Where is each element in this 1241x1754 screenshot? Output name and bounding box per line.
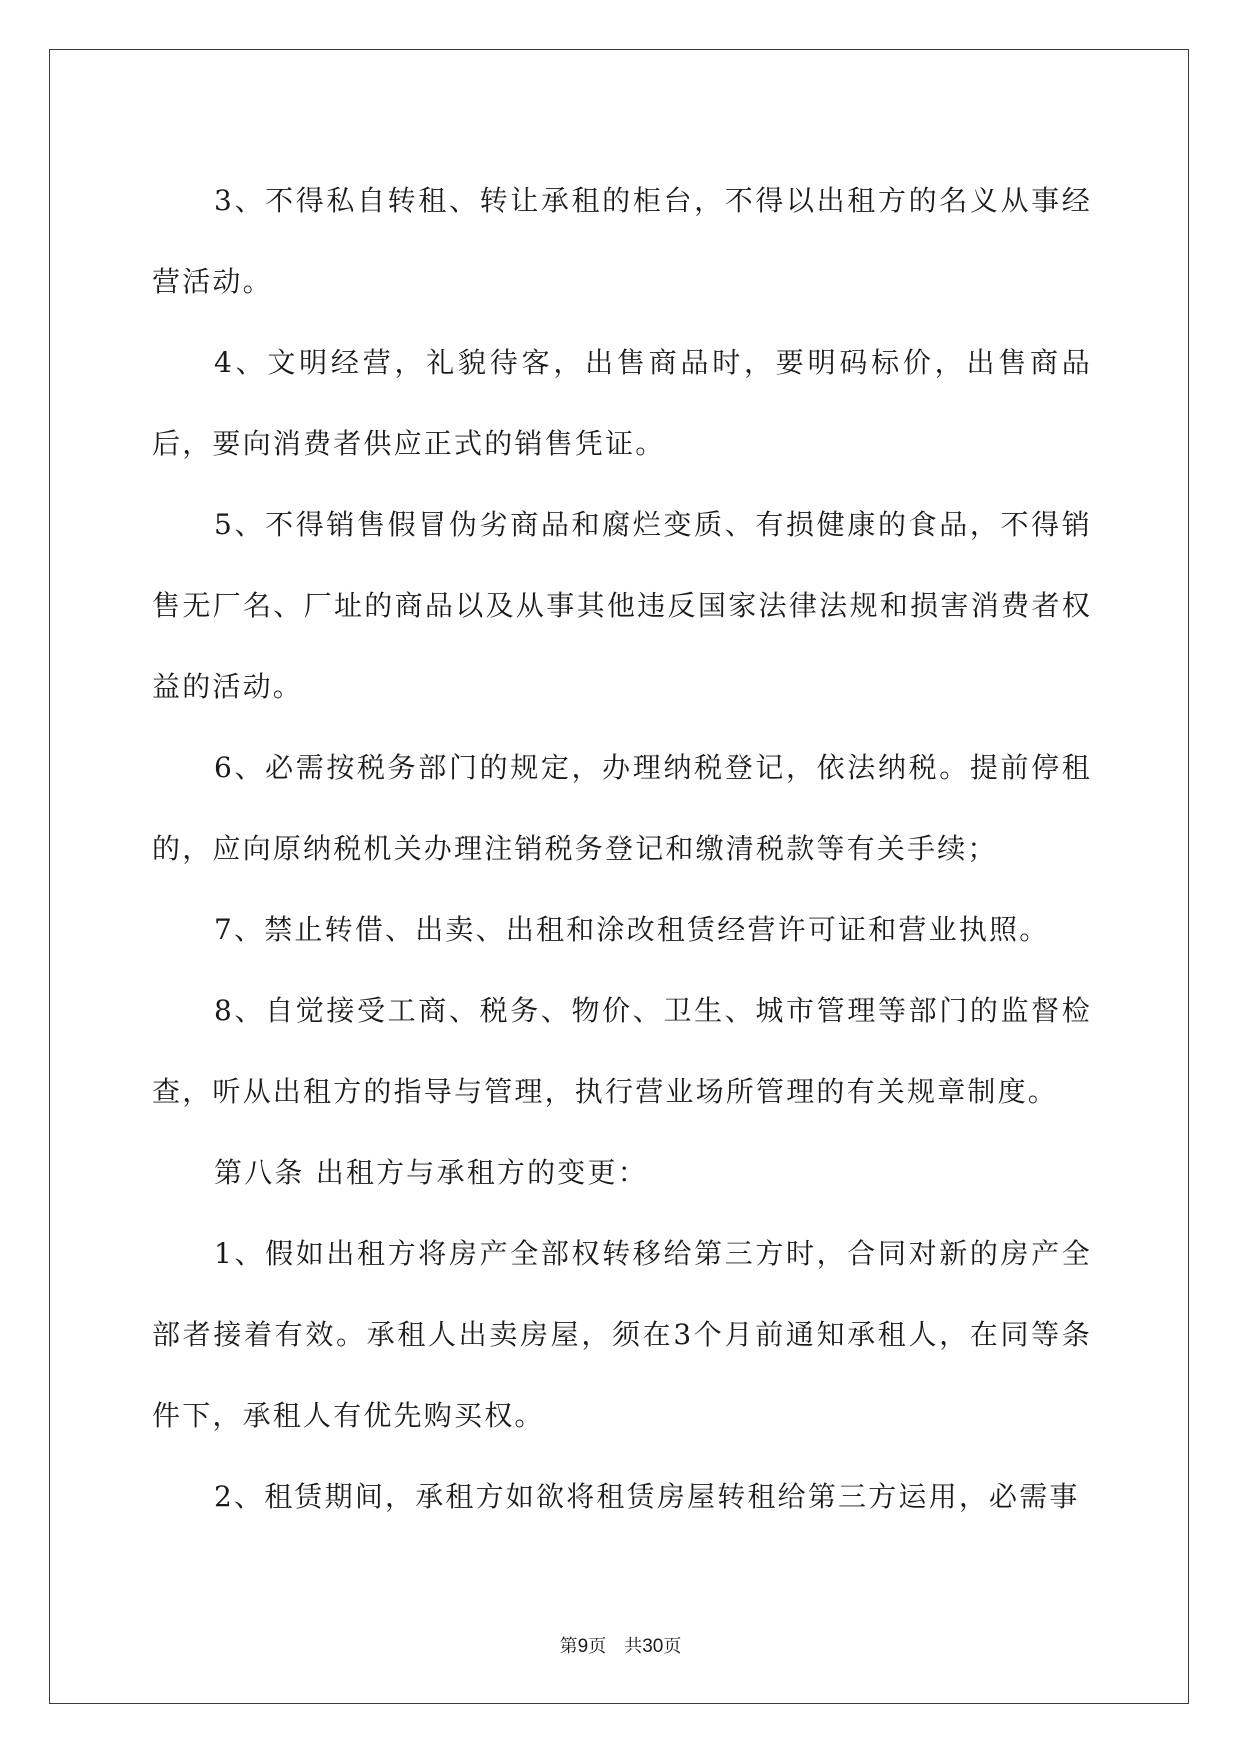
- paragraph-clause-5: 5、不得销售假冒伪劣商品和腐烂变质、有损健康的食品，不得销售无厂名、厂址的商品以及从事其他违反国家法律法规和损害消费者权益的活动。: [152, 508, 1092, 703]
- paragraph-article-8-item-2: 2、租赁期间，承租方如欲将租赁房屋转租给第三方运用，必需事: [214, 1480, 1080, 1513]
- current-page-number: 9: [577, 1636, 589, 1657]
- total-prefix: 共: [624, 1636, 643, 1657]
- paragraph-clause-7: 7、禁止转借、出卖、出租和涂改租赁经营许可证和营业执照。: [214, 913, 1050, 946]
- paragraph-clause-4: 4、文明经营，礼貌待客，出售商品时，要明码标价，出售商品后，要向消费者供应正式的销售凭证。: [152, 346, 1092, 460]
- paragraph-article-8-item-1: 1、假如出租方将房产全部权转移给第三方时，合同对新的房产全部者接着有效。承租人出卖房屋，须在3个月前通知承租人，在同等条件下，承租人有优先购买权。: [152, 1237, 1092, 1432]
- document-body: [152, 160, 1092, 1537]
- page-prefix: 第: [559, 1636, 578, 1657]
- total-pages-number: 30: [642, 1636, 664, 1657]
- paragraph-clause-3: 3、不得私自转租、转让承租的柜台，不得以出租方的名义从事经营活动。: [152, 184, 1092, 298]
- paragraph-clause-6: 6、必需按税务部门的规定，办理纳税登记，依法纳税。提前停租的，应向原纳税机关办理注销税务登记和缴清税款等有关手续；: [152, 751, 1092, 865]
- page-suffix: 页: [588, 1636, 607, 1657]
- page-footer: [0, 1637, 1241, 1657]
- section-heading-article-8: 第八条 出租方与承租方的变更：: [214, 1156, 648, 1189]
- total-suffix: 页: [663, 1636, 682, 1657]
- paragraph-clause-8: 8、自觉接受工商、税务、物价、卫生、城市管理等部门的监督检查，听从出租方的指导与管理，执行营业场所管理的有关规章制度。: [152, 994, 1092, 1108]
